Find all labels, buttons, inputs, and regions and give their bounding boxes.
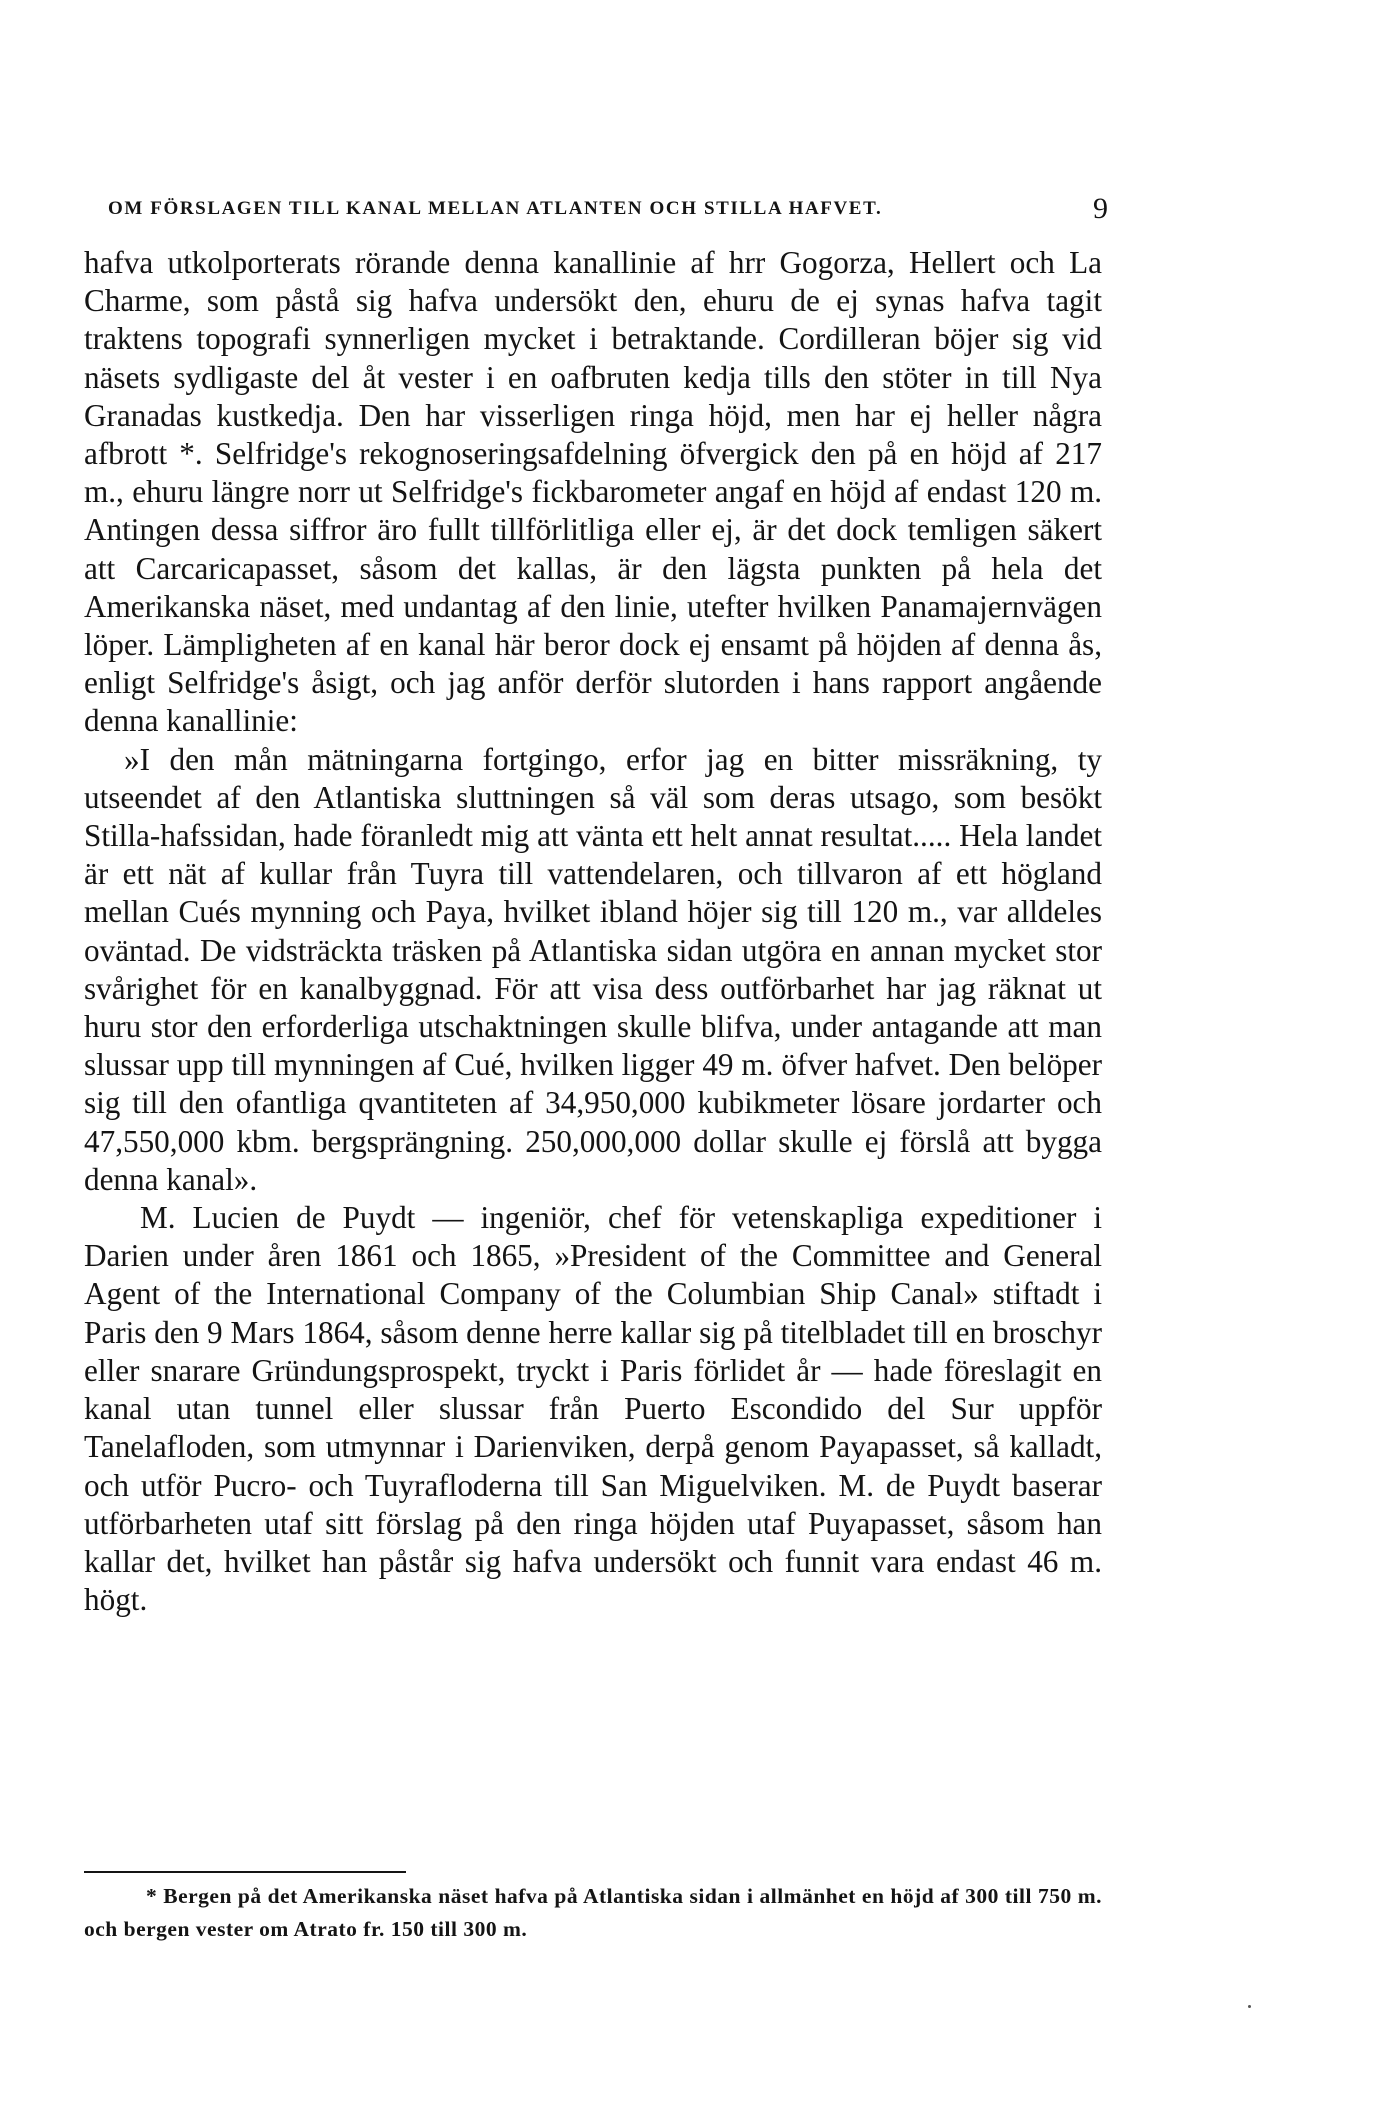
footnote: * Bergen på det Amerikanska näset hafva på Atlantiska sidan i allmänhet en höjd af 300 till 750 m. och bergen vester om Atrato fr. 150 till 300 m. bbox=[84, 1884, 1102, 1941]
main-text bbox=[84, 244, 1102, 1619]
running-header-title: OM FÖRSLAGEN TILL KANAL MELLAN ATLANTEN OCH STILLA HAFVET. bbox=[108, 198, 883, 219]
running-header bbox=[108, 192, 1108, 228]
page-number: 9 bbox=[1093, 192, 1108, 225]
paragraph: M. Lucien de Puydt — ingeniör, chef för vetenskapliga expeditioner i Darien under åren 1861 och 1865, »President of the Committee and General Agent of the International Company of the Columbian Ship Canal» stiftadt i Paris den 9 Mars 1864, såsom denne herre kallar sig på titelbladet till en broschyr eller snarare Gründungsprospekt, tryckt i Paris förlidet år — hade föreslagit en kanal utan tunnel eller slussar från Puerto Escondido del Sur uppför Tanelafloden, som utmynnar i Darienviken, derpå genom Payapasset, så kalladt, och utför Pucro- och Tuyrafloderna till San Miguelviken. M. de Puydt baserar utförbarheten utaf sitt förslag på den ringa höjden utaf Puyapasset, såsom han kallar det, hvilket han påstår sig hafva undersökt och funnit vara endast 46 m. högt. bbox=[84, 1200, 1102, 1618]
footnote-separator bbox=[84, 1871, 406, 1873]
quotation-paragraph: »I den mån mätningarna fortgingo, erfor jag en bitter missräkning, ty utseendet af den Atlantiska sluttningen så väl som deras utsago, som besökt Stilla-hafssidan, hade föranledt mig att vänta ett helt annat resultat..... Hela landet är ett nät af kullar från Tuyra till vattendelaren, och tillvaron af ett högland mellan Cués mynning och Paya, hvilket ibland höjer sig till 120 m., var alldeles oväntad. De vidsträckta träsken på Atlantiska sidan utgöra en annan mycket stor svårighet för en kanalbyggnad. För att visa dess outförbarhet har jag räknat ut huru stor den erforderliga utschaktningen skulle blifva, under antagande att man slussar upp till mynningen af Cué, hvilken ligger 49 m. öfver hafvet. Den belöper sig till den ofantliga qvantiteten af 34,950,000 kubikmeter lösare jordarter och 47,550,000 kbm. bergsprängning. 250,000,000 dollar skulle ej förslå att bygga denna kanal». bbox=[84, 741, 1102, 1197]
print-speck bbox=[1248, 2005, 1251, 2008]
paragraph: hafva utkolporterats rörande denna kanallinie af hrr Gogorza, Hellert och La Charme, som påstå sig hafva undersökt den, ehuru de ej synas hafva tagit traktens topografi synnerligen mycket i betraktande. Cordilleran böjer sig vid näsets sydligaste del åt vester i en oafbruten kedja tills den stöter in till Nya Granadas kustkedja. Den har visserligen ringa höjd, men har ej heller några afbrott *. Selfridge's rekognoseringsafdelning öfvergick den på en höjd af 217 m., ehuru längre norr ut Selfridge's fickbarometer angaf en höjd af endast 120 m. Antingen dessa siffror äro fullt tillförlitliga eller ej, är det dock temligen säkert att Carcaricapasset, såsom det kallas, är den lägsta punkten på hela det Amerikanska näset, med undantag af den linie, utefter hvilken Panamajernvägen löper. Lämpligheten af en kanal här beror dock ej ensamt på höjden af denna ås, enligt Selfridge's åsigt, och jag anför derför slutorden i hans rapport angående denna kanallinie: bbox=[84, 245, 1102, 739]
